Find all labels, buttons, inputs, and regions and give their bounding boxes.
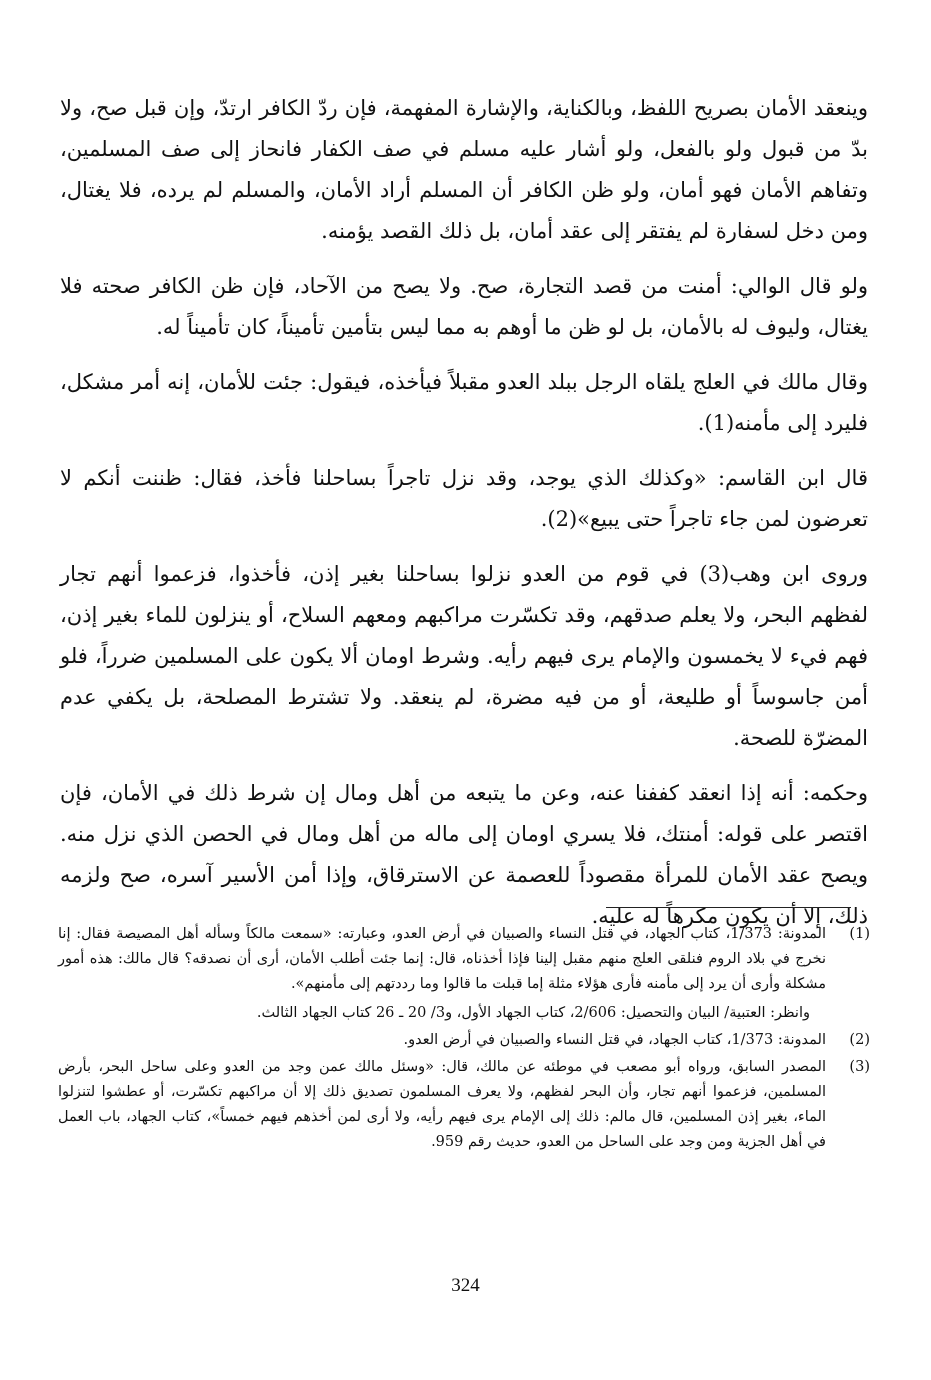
footnote — [58, 922, 870, 997]
footnote-separator — [606, 907, 851, 908]
footnote-text: المدونة: 1/373، كتاب الجهاد، في قتل النساء والصبيان في أرض العدو. — [403, 1032, 826, 1048]
footnote-number: (2) — [849, 1032, 870, 1048]
footnote-text: المصدر السابق، ورواه أبو مصعب في موطئه عن مالك، قال: «وسئل مالك عمن وجد من العدو وعلى ساحل البحر، بأرض المسلمين، فزعموا أنهم تجار، وأن البحر لفظهم، ولا يعرف المسلمون تصديق ذلك إلا أن مراكبهم تكسّرت، أو عطشوا لتنزلوا الماء، بغير إذن المسلمين، قال مالم: ذلك إلى الإمام يرى فيهم رأيه، ولا أرى لمن أخذهم فيهم خمساً»، كتاب الجهاد، باب العمل في أهل الجزية ومن وجد على الساحل من العدو، حديث رقم 959. — [58, 1059, 826, 1150]
paragraph: وروى ابن وهب(3) في قوم من العدو نزلوا بساحلنا بغير إذن، فأخذوا، فزعموا أنهم تجار لفظهم البحر، ولا يعلم صدقهم، وقد تكسّرت مراكبهم ومعهم السلاح، أو ينزلون للماء بغير إذن، فهم فيء لا يخمسون والإمام يرى فيهم رأيه. وشرط اومان ألا يكون على المسلمين ضرراً، فلو أمن جاسوساً أو طليعة، أو من فيه مضرة، لم ينعقد. ولا تشترط المصلحة، بل يكفي عدم المضرّة للصحة. — [60, 562, 868, 750]
paragraph: قال ابن القاسم: «وكذلك الذي يوجد، وقد نزل تاجراً بساحلنا فأخذ، فقال: ظننت أنكم لا تعرضون لمن جاء تاجراً حتى يبيع»(2). — [60, 466, 868, 531]
footnote — [58, 1028, 870, 1053]
main-text — [60, 88, 868, 951]
paragraph: وقال مالك في العلج يلقاه الرجل ببلد العدو مقبلاً فيأخذه، فيقول: جئت للأمان، إنه أمر مشكل، فليرد إلى مأمنه(1). — [60, 370, 868, 435]
footnote-number: (1) — [849, 926, 870, 942]
footnotes — [58, 922, 870, 1157]
footnote-number: (3) — [849, 1059, 870, 1075]
footnote-text: المدونة: 1/373، كتاب الجهاد، في قتل النساء والصبيان في أرض العدو، وعبارته: «سمعت مالكاً وسأله أهل المصيصة فقال: إنا نخرج في بلاد الروم فنلقى العلج منهم مقبل إلينا فإذا أخذناه، قال: إنما جئت أطلب الأمان، أرى أن نصدقه؟ قال مالك: هذه أمور مشكلة وأرى أن يرد إلى مأمنه فأرى هؤلاء مثلة إما قبلت ما قالوا وما رددتهم إلى مأمنهم». — [58, 926, 826, 992]
paragraph: وينعقد الأمان بصريح اللفظ، وبالكناية، والإشارة المفهمة، فإن ردّ الكافر ارتدّ، وإن قبل صح، ولا بدّ من قبول ولو بالفعل، ولو أشار عليه مسلم في صف الكفار فانحاز إلى صف المسلمين، وتفاهم الأمان فهو أمان، ولو ظن الكافر أن المسلم أراد الأمان، والمسلم لم يرده، فلا يغتال، ومن دخل لسفارة لم يفتقر إلى عقد أمان، بل ذلك القصد يؤمنه. — [60, 96, 868, 243]
footnote — [58, 1055, 870, 1155]
footnote-continuation: وانظر: العتبية/ البيان والتحصيل: 2/606، كتاب الجهاد الأول، و3/ 20 ـ 26 كتاب الجهاد الثالث. — [256, 1005, 810, 1021]
paragraph: ولو قال الوالي: أمنت من قصد التجارة، صح. ولا يصح من الآحاد، فإن ظن الكافر صحته فلا يغتال، وليوف له بالأمان، بل لو ظن ما أوهم به مما ليس بتأمين تأميناً، كان تأميناً له. — [60, 274, 868, 339]
page-number: 324 — [451, 1275, 480, 1296]
paragraph: وحكمه: أنه إذا انعقد كففنا عنه، وعن ما يتبعه من أهل ومال إن شرط ذلك في الأمان، فإن اقتصر على قوله: أمنتك، فلا يسري اومان إلى ماله من أهل ومال في الحصن الذي نزل منه. ويصح عقد الأمان للمرأة مقصوداً للعصمة عن الاسترقاق، وإذا أمن الأسير آسره، صح ولزمه ذلك، إلا أن يكون مكرهاً له عليه. — [60, 781, 868, 928]
